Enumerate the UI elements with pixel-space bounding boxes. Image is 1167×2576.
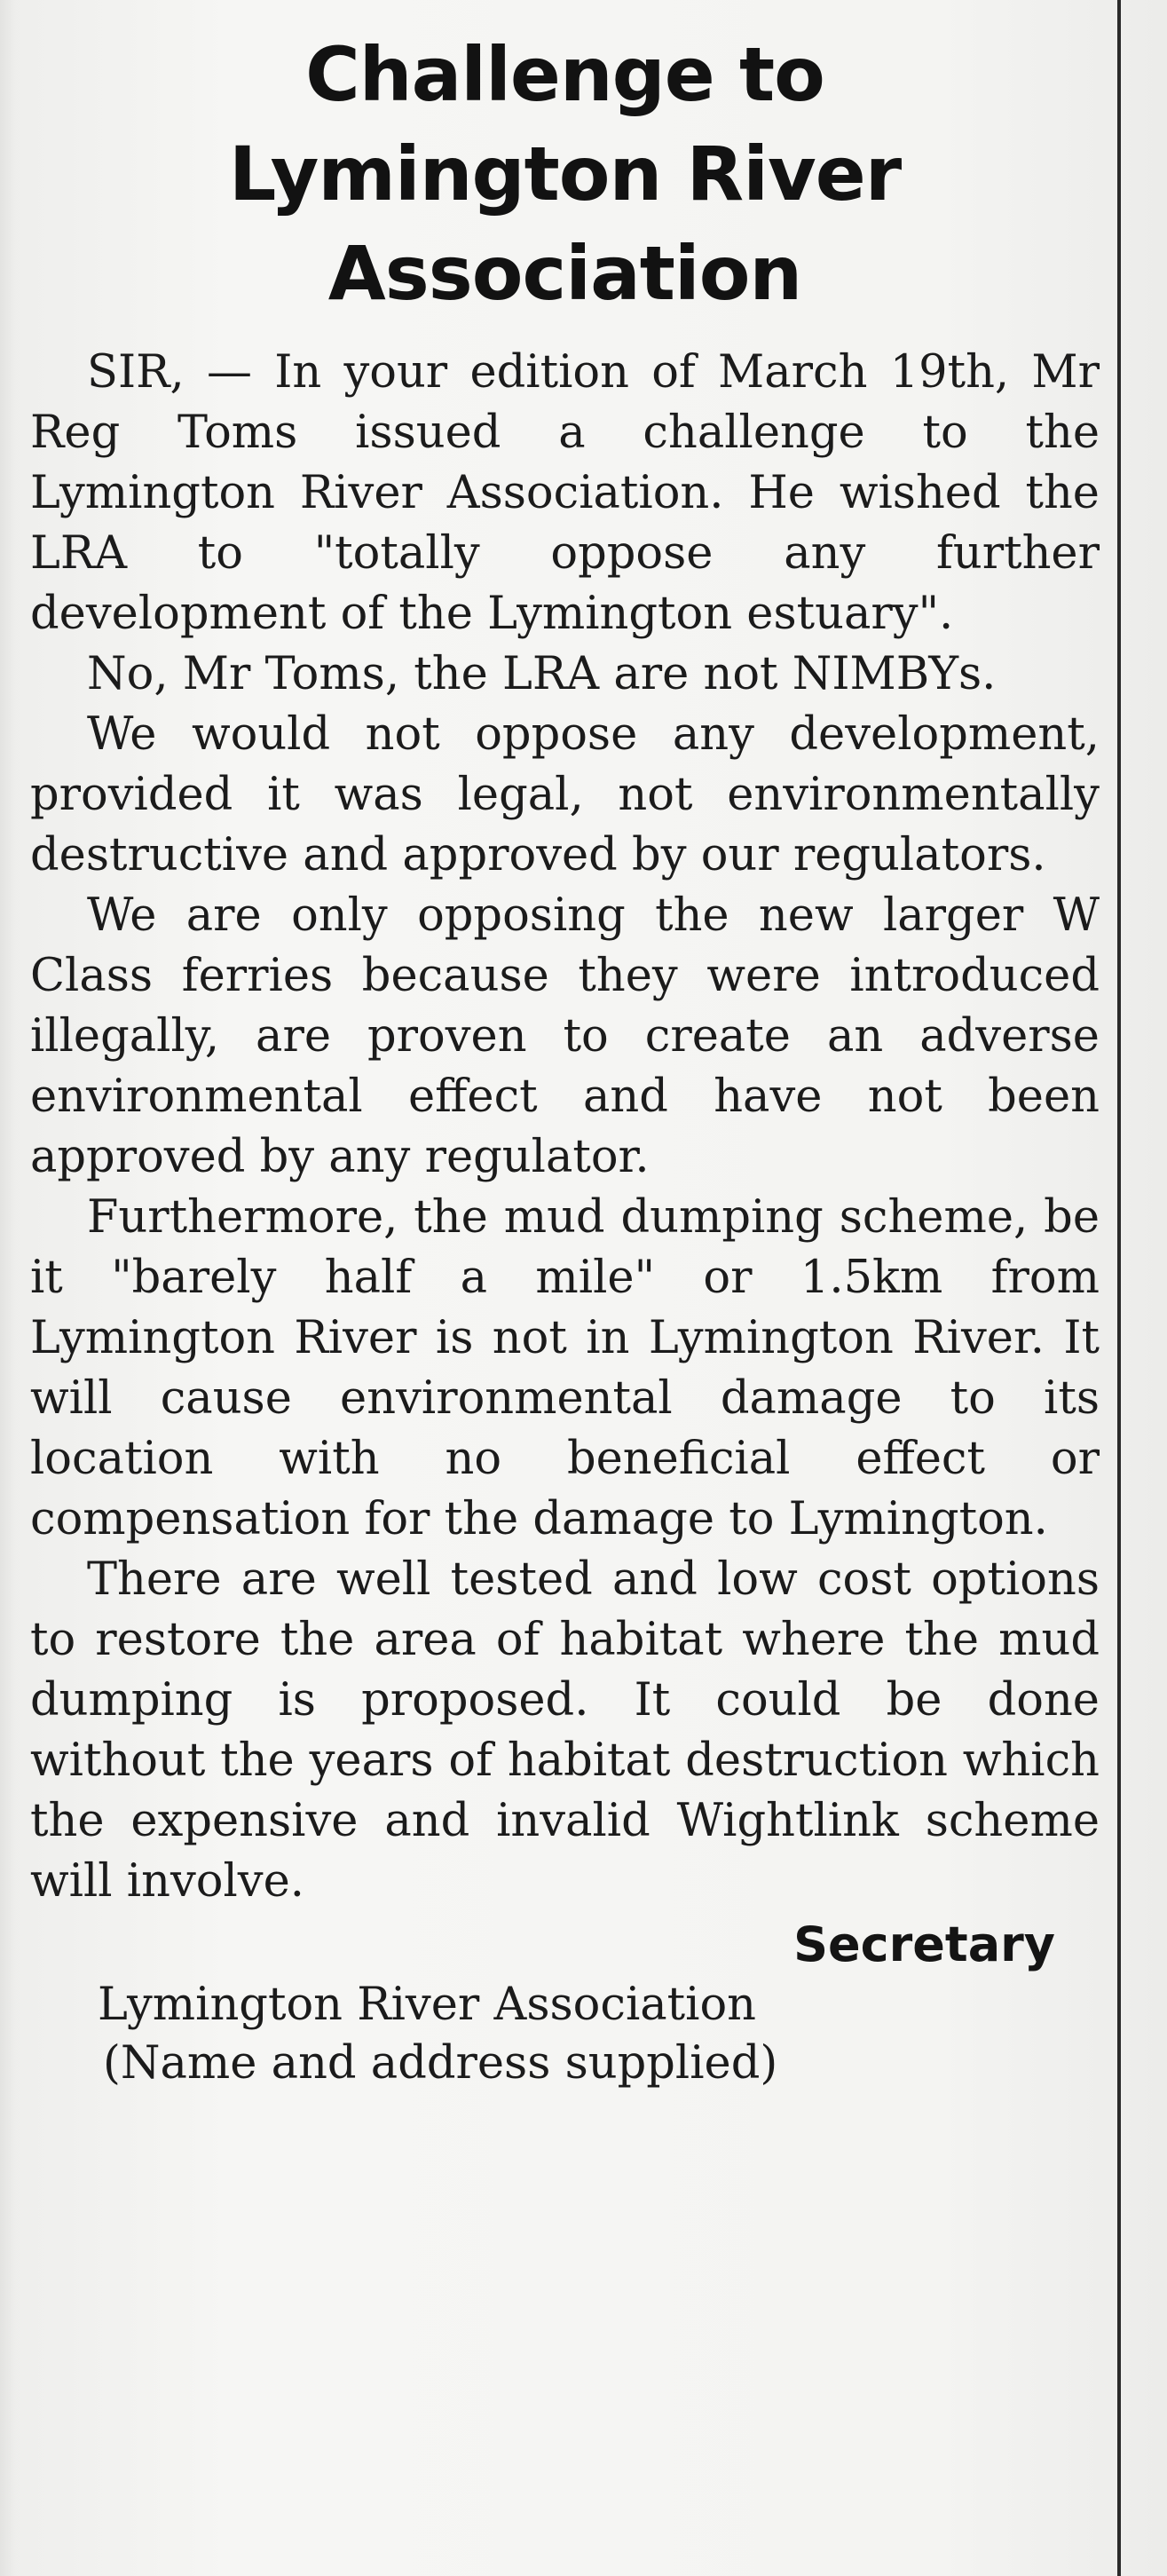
headline — [30, 25, 1100, 323]
letter-body — [30, 343, 1100, 1912]
column-divider — [1117, 0, 1121, 2576]
paragraph-1: SIR, — In your edition of March 19th, Mr Reg Toms issued a challenge to the Lymington River Association. He wished the LRA to "totally oppose any further development of the Lymington estuary". — [30, 346, 1100, 640]
paragraph-4: We are only opposing the new larger W Class ferries because they were introduced illegally, are proven to create an adverse environmental effect and have not been approved by any regulator. — [30, 889, 1100, 1183]
signature-note: (Name and address supplied) — [103, 2037, 778, 2090]
headline-line-3: Association — [327, 230, 802, 317]
signature-title: Secretary — [793, 1916, 1055, 1972]
paragraph-3: We would not oppose any development, provided it was legal, not environmentally destructive and approved by our regulators. — [30, 708, 1100, 881]
paragraph-6: There are well tested and low cost options to restore the area of habitat where the mud dumping is proposed. It could be done without the years of habitat destruction which the expensive and invalid Wightlink scheme will involve. — [30, 1553, 1100, 1908]
headline-line-1: Challenge to — [305, 31, 824, 118]
paragraph-5: Furthermore, the mud dumping scheme, be it "barely half a mile" or 1.5km from Lymington River is not in Lymington River. It will cause environmental damage to its location with no beneficial effect or compensation for the damage to Lymington. — [30, 1191, 1100, 1545]
paper-edge-shadow — [0, 0, 16, 2576]
paragraph-2: No, Mr Toms, the LRA are not NIMBYs. — [87, 648, 997, 700]
headline-line-2: Lymington River — [228, 130, 902, 217]
signature-organisation: Lymington River Association — [98, 1979, 757, 2031]
letter-article — [30, 25, 1100, 2093]
